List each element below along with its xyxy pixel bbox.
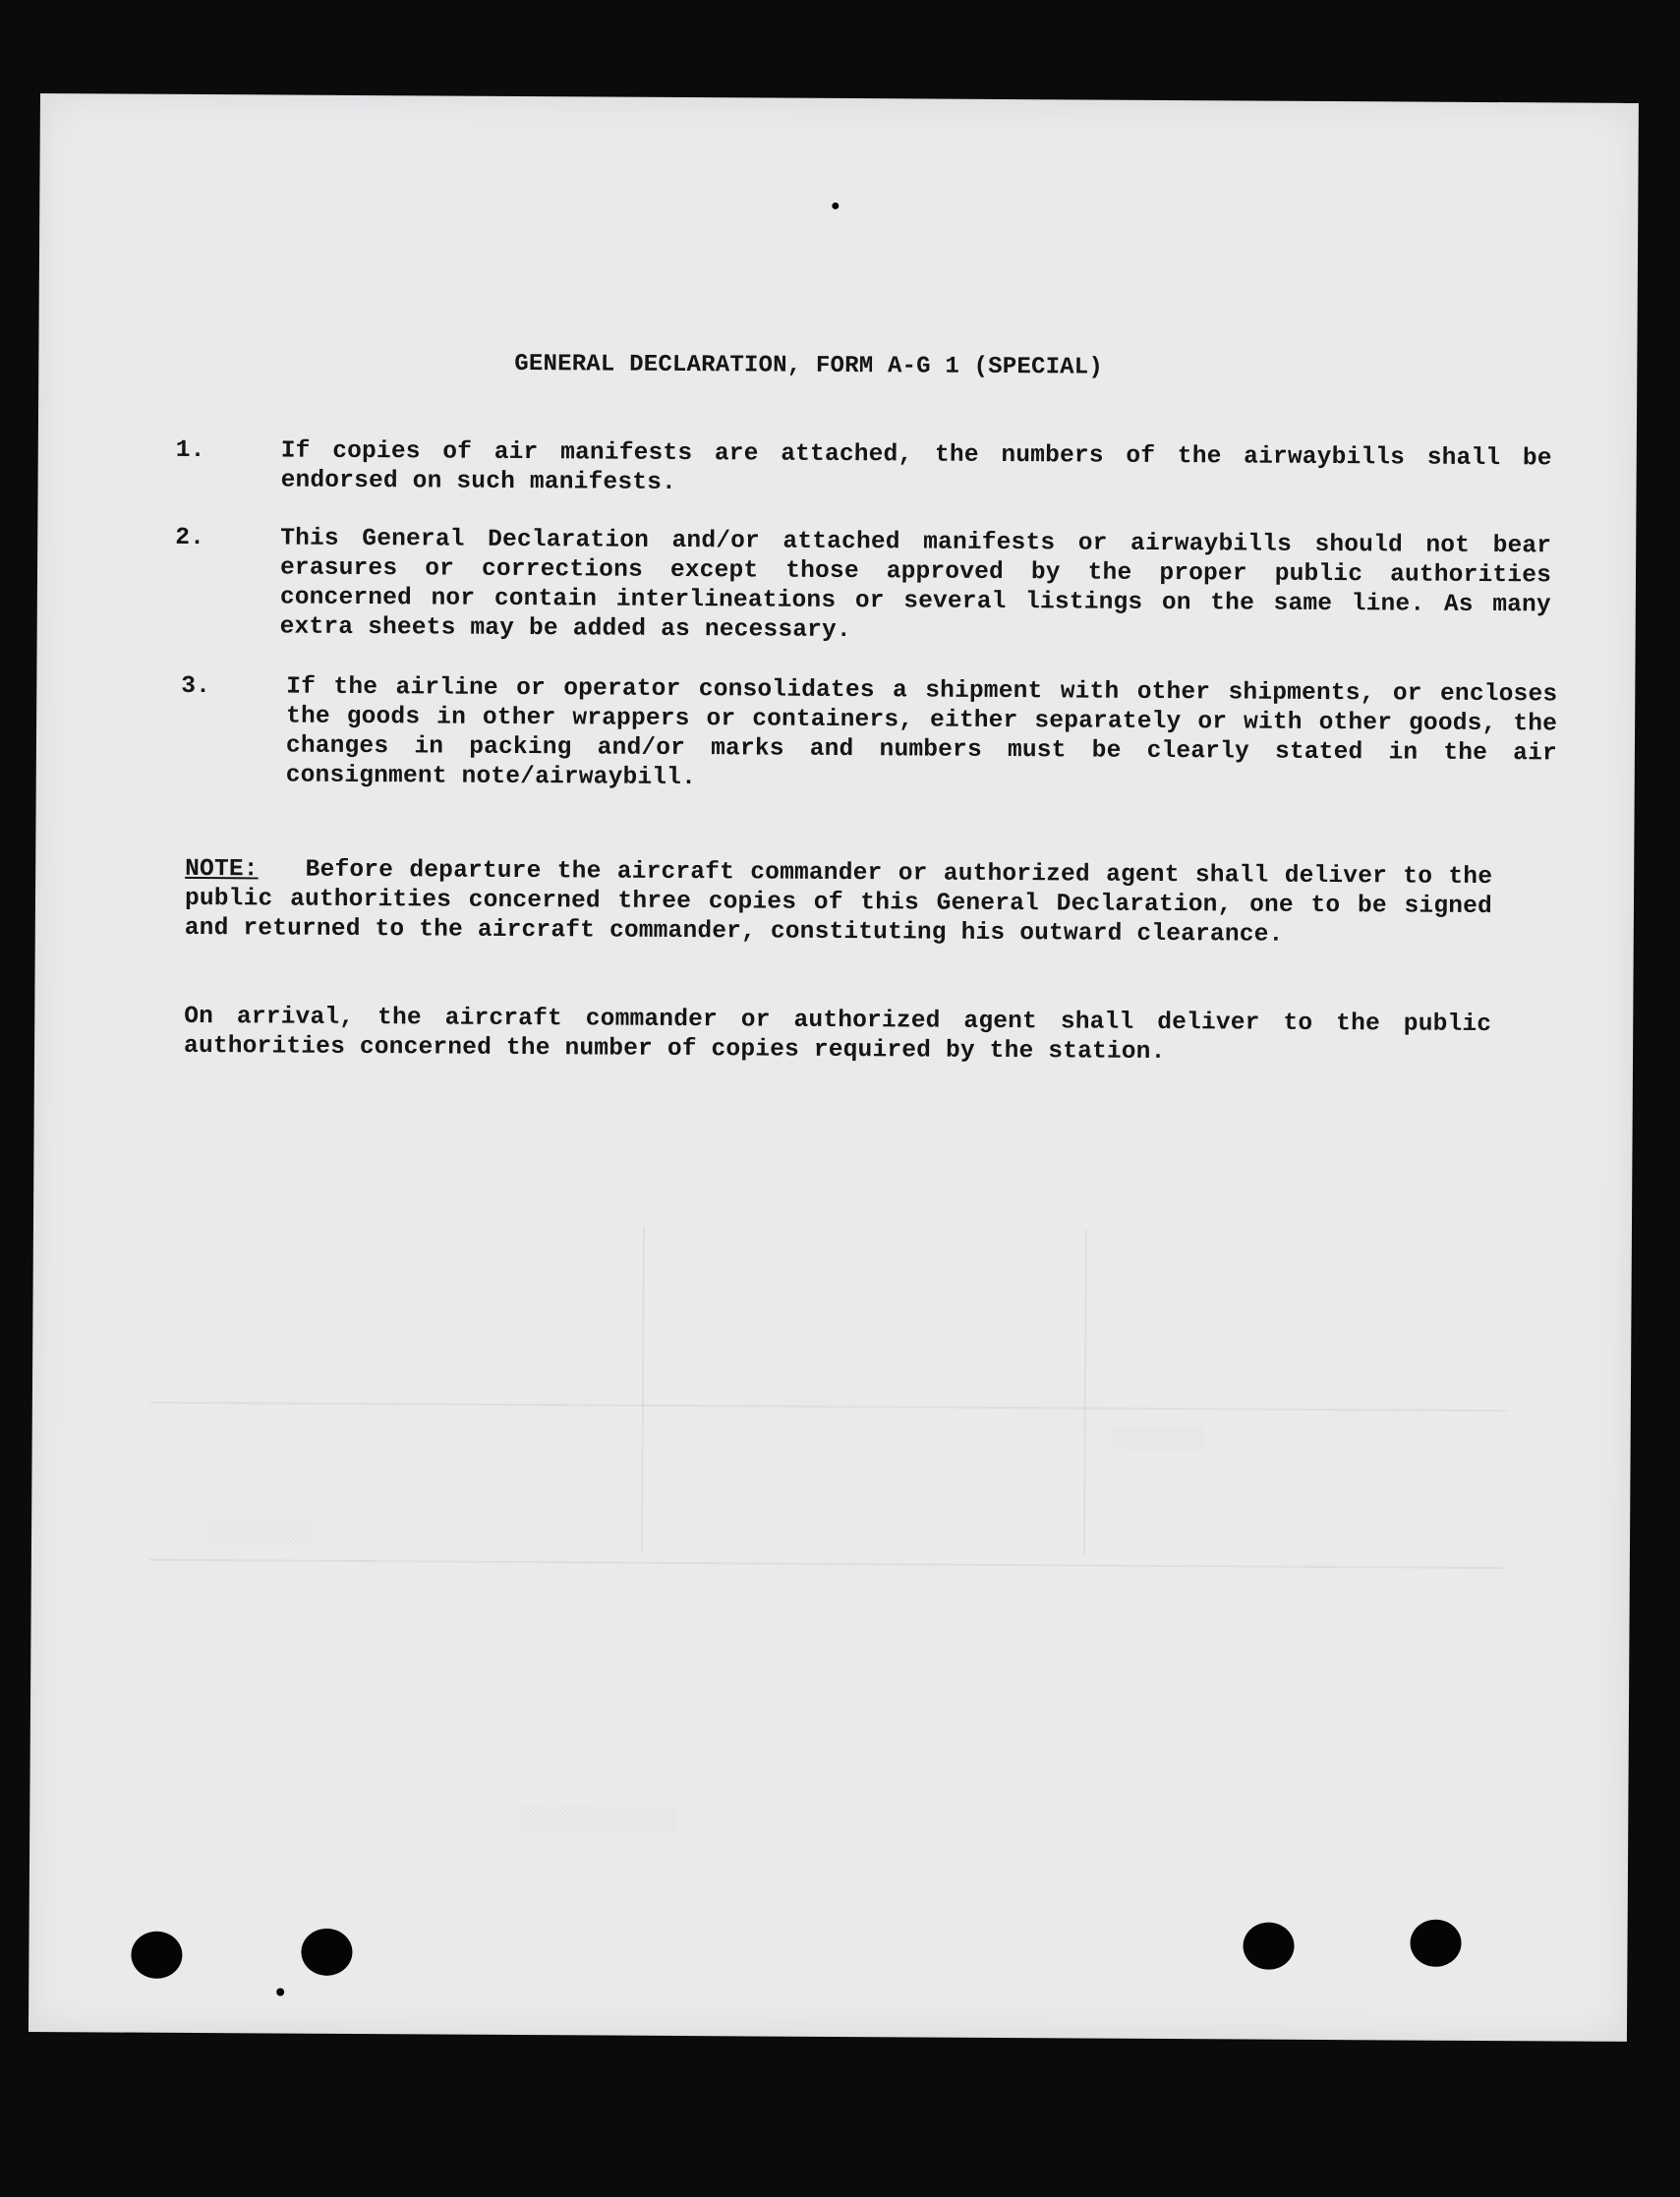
- list-item-text: This General Declaration and/or attached manifests or airwaybills should not bear erasures or corrections except those approved by the proper public authorities concerned nor contain interlineations or several listings on the same line. As many extra sheets may be added as necessary.: [279, 525, 1552, 645]
- ink-speck: [832, 202, 839, 209]
- punch-hole: [1410, 1920, 1461, 1967]
- bleed-through-line: [641, 1228, 645, 1552]
- punch-hole: [301, 1929, 352, 1976]
- arrival-paragraph: On arrival, the aircraft commander or authorized agent shall deliver to the public authorities concerned the number of copies required by the station.: [183, 1003, 1492, 1067]
- ink-speck: [276, 1989, 284, 1996]
- note-paragraph: [185, 855, 1493, 952]
- note-label: NOTE:: [185, 855, 259, 884]
- list-item-number: 1.: [175, 436, 205, 465]
- list-item-number: 2.: [175, 524, 205, 552]
- punch-hole: [1243, 1923, 1294, 1970]
- list-item-text: If the airline or operator consolidates a shipment with other shipments, or encloses the goods in other wrappers or containers, either separately or with other goods, the changes in packing and/or marks and numbers must be clearly stated in the air consignment note/airwaybill.: [285, 673, 1558, 792]
- bleed-through-line: [1083, 1231, 1087, 1555]
- bleed-through-text: ░░░░░░░░: [207, 1520, 313, 1545]
- punch-hole: [131, 1932, 182, 1979]
- bleed-through-text: ░░░░░░░░░░░░: [521, 1807, 677, 1832]
- list-item-1: [176, 436, 1552, 504]
- list-item-3: [181, 672, 1558, 799]
- list-item-text: If copies of air manifests are attached, the numbers of the airwaybills shall be endorsed on such manifests.: [280, 437, 1552, 496]
- bleed-through-line: [149, 1559, 1506, 1569]
- page-title: GENERAL DECLARATION, FORM A-G 1 (SPECIAL): [514, 350, 1104, 381]
- document-page: [29, 93, 1639, 2042]
- bleed-through-line: [150, 1402, 1507, 1412]
- bleed-through-text: ░░░░░░░: [1113, 1426, 1205, 1453]
- list-item-2: [175, 524, 1552, 651]
- note-text: Before departure the aircraft commander or authorized agent shall deliver to the public authorities concerned three copies of this General Declaration, one to be signed and returned to the aircraft commander, constituting his outward clearance.: [184, 856, 1493, 949]
- list-item-number: 3.: [181, 672, 211, 701]
